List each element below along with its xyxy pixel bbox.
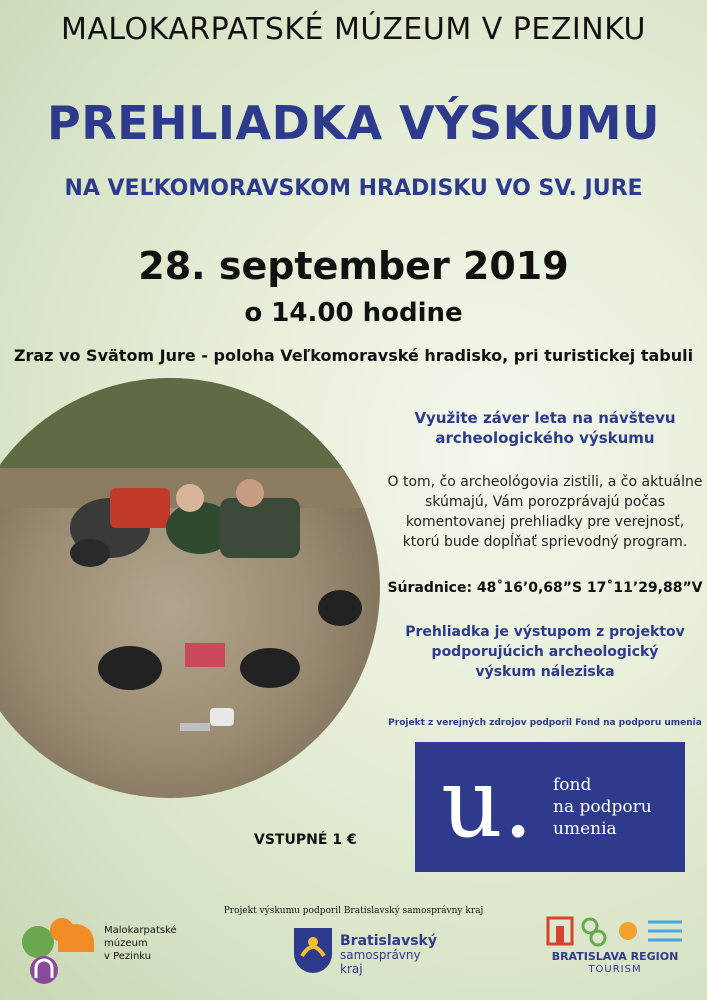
event-date: 28. september 2019 [138,244,569,288]
museum-logo-line: Malokarpatské [104,925,177,936]
fund-letter: u. [441,747,534,859]
museum-logo-text [104,924,177,963]
fund-logo [415,742,685,872]
bsk-logo-line: samosprávny [340,948,421,962]
description-line: komentovanej prehliadky pre verejnosť, [405,514,685,530]
description-line: ktorú bude dopĺňať sprievodný program. [402,534,688,550]
region-title: BRATISLAVA REGION [551,950,679,963]
invite-text [385,408,705,448]
museum-logo-icon [18,912,102,986]
fund-text [553,774,652,840]
bsk-logo-text [340,934,437,976]
subtitle: NA VEĽKOMORAVSKOM HRADISKU VO SV. JURE [64,176,643,201]
bsk-logo-line: Bratislavský [340,933,437,949]
event-time: o 14.00 hodine [244,298,463,328]
region-subtitle: TOURISM [588,964,642,975]
description-line: skúmajú, Vám porozprávajú počas [424,494,666,510]
bsk-note: Projekt výskumu podporil Bratislavský samosprávny kraj [223,906,484,916]
bsk-crest-icon [292,926,334,978]
coordinates: Súradnice: 48˚16’0,68”S 17˚11’29,88”V [387,580,703,596]
project-text [385,622,705,682]
bsk-logo-line: kraj [340,962,363,976]
main-title: PREHLIADKA VÝSKUMU [47,96,660,150]
description-line: O tom, čo archeológovia zistili, a čo aktuálne [387,474,703,490]
museum-title: MALOKARPATSKÉ MÚZEUM V PEZINKU [60,12,647,47]
region-tourism-icons [546,912,686,948]
museum-logo-line: múzeum [104,938,148,949]
project-line: Prehliadka je výstupom z projektov [405,624,685,640]
description [385,472,705,552]
entry-fee: VSTUPNÉ 1 € [254,832,357,848]
excavation-photo [0,378,380,798]
project-line: výskum náleziska [475,664,615,680]
fund-line: na podporu [553,797,652,817]
excavation-illustration [0,378,380,798]
fund-note: Projekt z verejných zdrojov podporil Fond na podporu umenia [388,718,702,728]
project-line: podporujúcich archeologický [431,644,659,660]
fund-line: umenia [553,819,617,839]
invite-line: archeologického výskumu [435,429,655,447]
museum-logo-line: v Pezinku [104,951,152,962]
meeting-point: Zraz vo Svätom Jure - poloha Veľkomoravské hradisko, pri turistickej tabuli [13,346,694,365]
fund-line: fond [553,775,592,795]
invite-line: Využite záver leta na návštevu [414,409,676,427]
